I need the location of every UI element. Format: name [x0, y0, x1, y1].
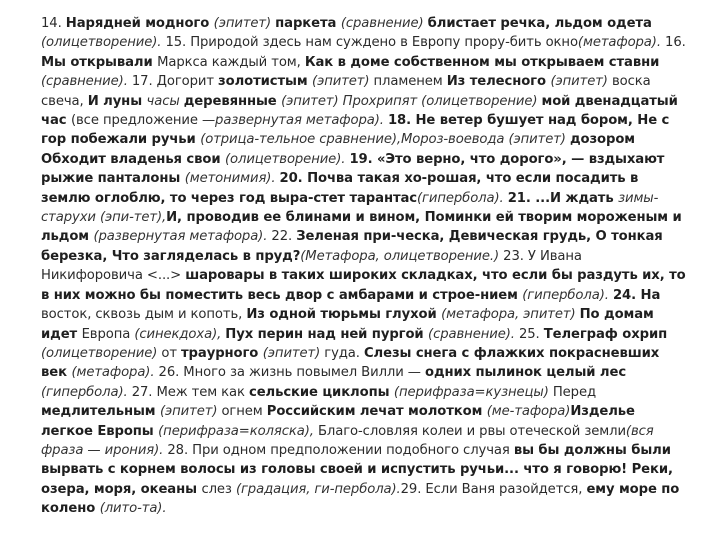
text-segment: сельские циклопы: [248, 384, 394, 400]
text-segment: (олицетворение).: [224, 151, 350, 167]
text-segment: паркета: [275, 16, 341, 31]
text-segment: 22.: [271, 229, 297, 245]
text-segment: (вся фраза — ирония).: [41, 423, 654, 458]
text-segment: (сравнение).: [41, 74, 132, 90]
text-segment: деревянные: [183, 93, 282, 109]
text-segment: На: [640, 287, 661, 303]
text-segment: медлительным: [41, 404, 160, 420]
text-segment: 17. Догорит: [131, 74, 219, 90]
text-segment: воска свеча,: [41, 74, 651, 109]
text-segment: (эпитет): [550, 74, 612, 90]
text-segment: (метафора).: [577, 35, 666, 51]
text-segment: (Метафора, олицетворение.): [300, 248, 504, 264]
text-segment: идет: [41, 326, 82, 342]
text-segment: (гипербола).: [522, 287, 613, 303]
text-segment: Перед: [552, 384, 596, 400]
text-segment: Телеграф охрип: [543, 326, 668, 342]
text-segment: (эпитет): [262, 345, 325, 361]
text-segment: Российским лечат молотком: [266, 404, 487, 420]
text-segment: 14.: [41, 16, 66, 31]
text-segment: (эпитет): [159, 404, 222, 420]
text-segment: (отрица-тельное сравнение),: [200, 132, 401, 148]
text-segment: Маркса каждый том,: [157, 54, 305, 70]
text-segment: «Это верно, что дорого», — вздыхают рыжие панталоны: [41, 151, 665, 187]
text-segment: (метафора, эпитет): [441, 307, 580, 323]
text-segment: (эпитет): [508, 132, 570, 148]
text-segment: Мы открывали: [41, 54, 158, 70]
text-segment: восток, сквозь дым и копоть,: [41, 307, 247, 323]
text-segment: Как в доме собственном мы открываем ставни: [304, 54, 660, 70]
text-segment: 16.: [665, 35, 686, 51]
text-segment: (олицетворение).: [41, 35, 166, 51]
text-segment: мой двенадцатый час: [41, 93, 678, 129]
text-segment: Европа: [81, 326, 135, 342]
text-segment: Мороз-воевода: [401, 132, 509, 148]
text-segment: (перифраза=кузнецы): [393, 384, 553, 400]
text-segment: часы: [146, 93, 184, 109]
text-segment: Из одной тюрьмы глухой: [246, 307, 442, 323]
text-segment: Нарядней модного: [65, 16, 214, 31]
text-segment: И луны: [87, 93, 147, 109]
text-segment: 25.: [518, 326, 544, 342]
text-segment: телесного: [469, 74, 551, 90]
text-segment: пламенем: [373, 74, 447, 90]
text-segment: Не ветер бушует над бором, Не с гор побежали ручьи: [41, 113, 670, 148]
text-segment: (эпитет): [281, 93, 343, 109]
text-segment: 29. Если Ваня разойдется,: [400, 481, 587, 497]
text-segment: (перифраза=коляска),: [158, 423, 318, 439]
text-segment: (развернутая метафора).: [93, 229, 272, 245]
text-segment: вы бы должны были вырвать с корнем волосы из головы своей и испустить ручьи... что я говорю! Реки, озера, моря, океаны: [41, 442, 673, 497]
text-segment: дозором Обходит владенья свои: [41, 132, 635, 167]
text-segment: Благо-словляя колеи и рвы отеческой земли: [317, 423, 626, 439]
text-segment: Слезы снега с флажких покрасневших век: [41, 345, 660, 381]
text-segment: одних пылинок целый лес: [424, 365, 627, 381]
text-segment: (синекдоха),: [134, 326, 226, 342]
text-segment: развернутая метафора).: [215, 113, 388, 129]
text-segment: слез: [201, 481, 236, 497]
text-segment: огнем: [221, 404, 267, 420]
text-segment: 27. Меж тем как: [131, 384, 249, 400]
text-segment: Зеленая при-ческа, Девическая грудь, О тонкая березка, Что загляделась в пруд?: [41, 229, 663, 264]
text-segment: от: [161, 345, 182, 361]
text-segment: (гипербола).: [41, 384, 132, 400]
text-segment: 18.: [387, 113, 416, 129]
text-segment: блистает речка, льдом одета: [427, 16, 652, 31]
text-segment: 28. При одном предположении подобного случая: [167, 442, 514, 458]
text-segment: (эпитет): [312, 74, 374, 90]
text-segment: (лито-та).: [99, 501, 167, 517]
text-segment: (метафора).: [71, 365, 159, 381]
text-segment: Из: [446, 74, 470, 90]
text-segment: И, проводив ее блинами и вином, Поминки ей творим мороженым и льдом: [41, 210, 682, 245]
text-segment: шаровары в таких широких складках, что если бы раздуть их, то в них можно бы поместить весь двор с амбарами и строе-нием: [41, 268, 686, 303]
text-segment: (метонимия).: [184, 171, 280, 187]
text-segment: золотистым: [218, 74, 313, 90]
text-segment: (все предложение —: [70, 113, 216, 129]
text-segment: 19.: [349, 151, 377, 167]
text-segment: По домам: [579, 307, 654, 323]
text-segment: (олицетворение): [421, 93, 542, 109]
text-segment: траурного: [181, 345, 263, 361]
text-segment: ему море по колено: [41, 481, 680, 517]
text-segment: Прохрипят: [342, 93, 422, 109]
text-segment: гуда.: [324, 345, 364, 361]
text-segment: 24.: [612, 287, 641, 303]
text-segment: 23. У Ивана Никифоровича <...>: [41, 248, 582, 284]
text-segment: (сравнение).: [428, 326, 519, 342]
text-segment: 21. ...И ждать: [507, 190, 619, 206]
text-segment: (олицетворение): [41, 345, 162, 361]
text-segment: 26. Много за жизнь повымел Вилли —: [158, 365, 425, 381]
text-segment: (градация, ги-пербола).: [235, 481, 401, 497]
text-segment: (ме-тафора): [486, 404, 571, 420]
text-segment: (эпи-тет),: [99, 210, 167, 226]
text-segment: Пух перин над ней пургой: [225, 326, 429, 342]
text-segment: (эпитет): [213, 16, 276, 31]
text-segment: 15. Природой здесь нам суждено в Европу прору-бить окно: [165, 35, 578, 51]
text-segment: 20. Почва такая хо-рошая, что если посадить в землю оглоблю, то через год выра-стет тарантас: [41, 171, 639, 206]
document-body-text: [41, 14, 686, 519]
text-segment: (гипербола).: [417, 190, 508, 206]
text-segment: Изделье легкое Европы: [41, 404, 635, 439]
text-segment: зимы-старухи: [41, 190, 659, 226]
text-segment: (сравнение): [340, 16, 428, 31]
